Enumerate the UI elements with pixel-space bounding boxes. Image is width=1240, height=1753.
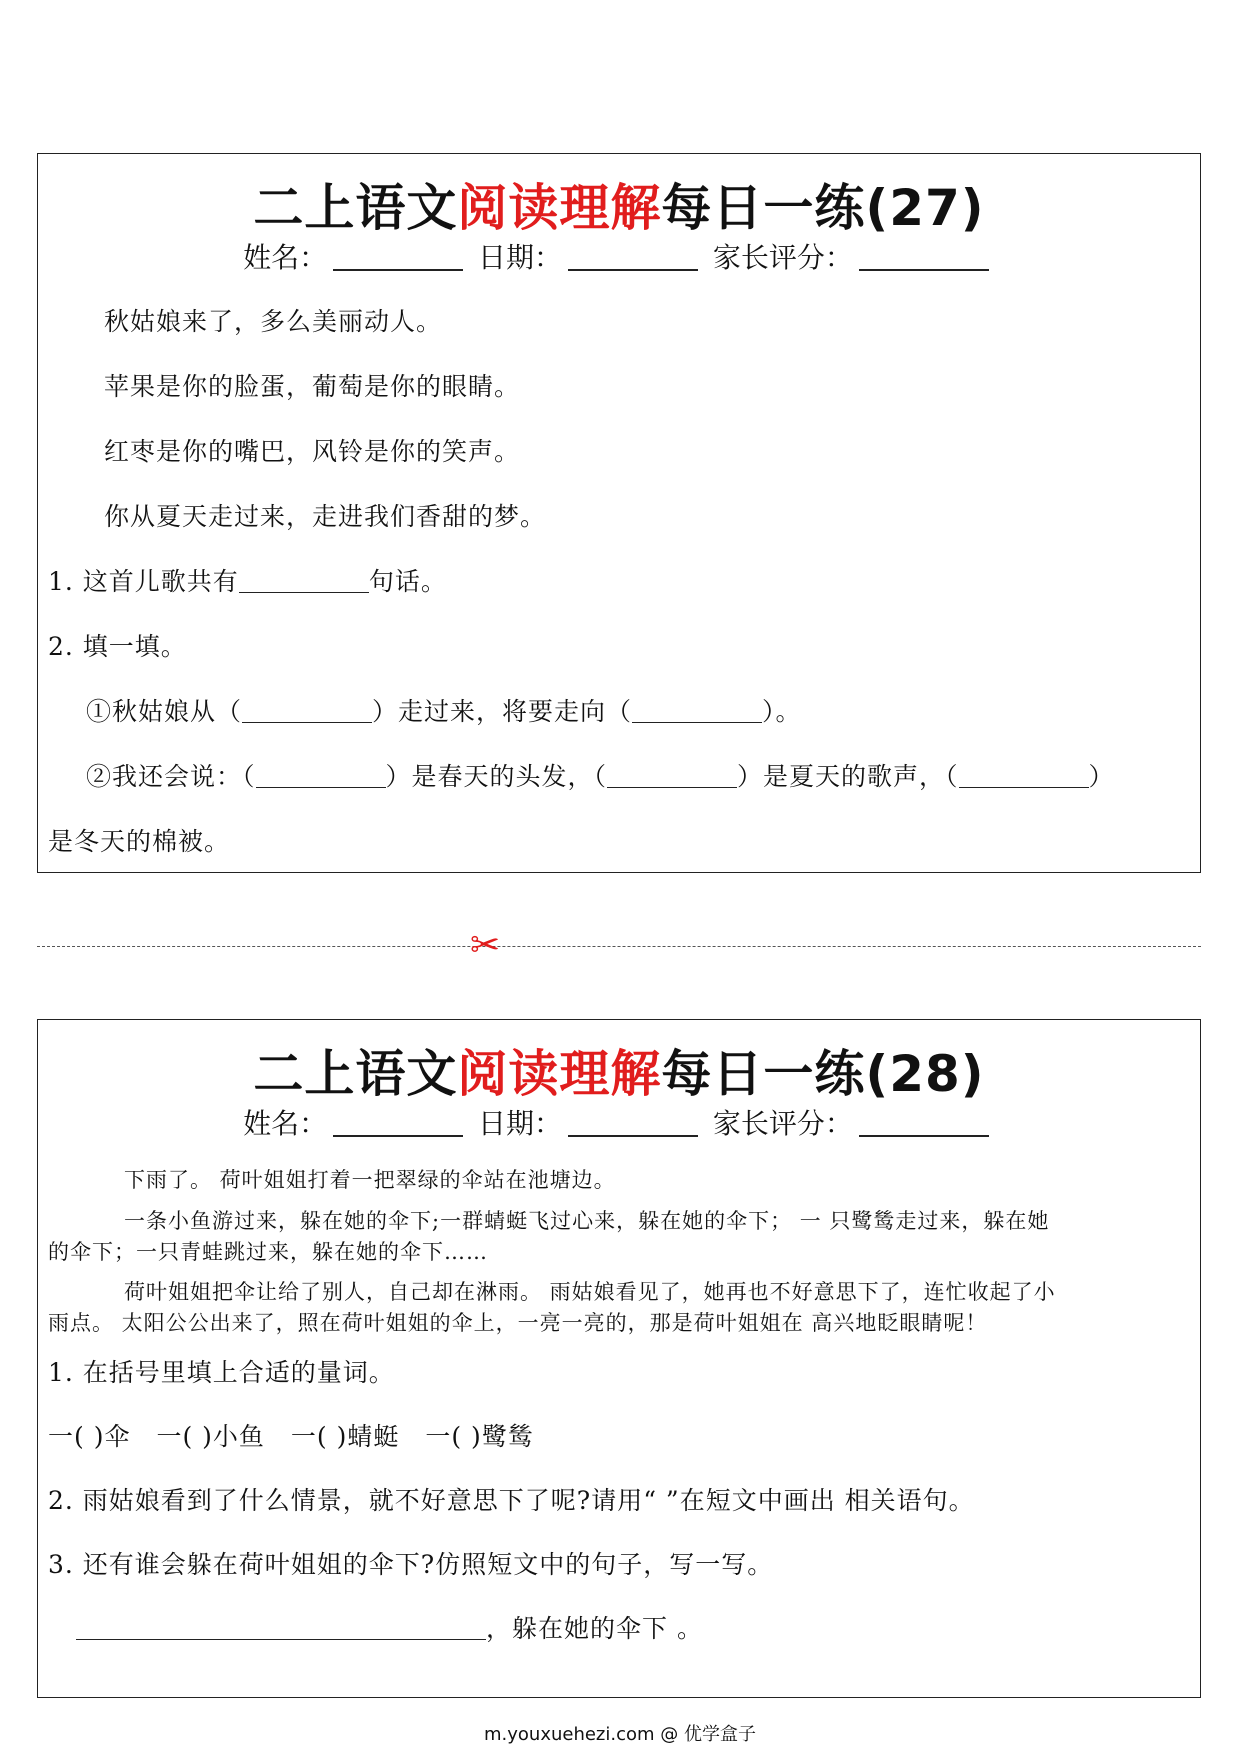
question-2: 2. 雨姑娘看到了什么情景，就不好意思下了呢?请用“ ”在短文中画出 相关语句。 [48,1486,975,1515]
student-info-row [38,1102,1200,1142]
answer-blank[interactable] [256,765,386,788]
title-prefix: 二上语文 [253,1045,458,1103]
score-label: 家长评分： [712,1107,853,1140]
worksheet-title [38,1034,1200,1106]
passage-paragraph: 下雨了。 荷叶姐姐打着一把翠绿的伞站在池塘边。 [124,1168,616,1192]
title-suffix: 每日一练(27) [661,179,985,237]
question-1: 1. 在括号里填上合适的量词。 [48,1358,395,1387]
date-field[interactable] [568,243,698,271]
title-highlight: 阅读理解 [457,1045,662,1103]
worksheet-card-27 [37,153,1201,873]
question-2: 2. 填一填。 [48,632,187,661]
answer-blank[interactable] [959,765,1089,788]
poem-line: 你从夏天走过来，走进我们香甜的梦。 [104,502,547,531]
title-suffix: 每日一练(28) [661,1045,985,1103]
name-label: 姓名： [243,241,328,274]
title-highlight: 阅读理解 [457,179,662,237]
scissors-icon: ✂ [470,925,501,966]
name-field[interactable] [333,1109,463,1137]
name-field[interactable] [333,243,463,271]
question-3-answer-row: ，躲在她的伞下 。 [76,1609,703,1645]
score-label: 家长评分： [712,241,853,274]
score-field[interactable] [859,1109,989,1137]
answer-blank[interactable] [242,700,372,723]
name-label: 姓名： [243,1107,328,1140]
worksheet-title [38,168,1200,240]
passage-paragraph: 一条小鱼游过来，躲在她的伞下;一群蜻蜓飞过心来，躲在她的伞下； 一 只鹭鸶走过来，躲在她 [124,1209,1050,1233]
question-2-item-2: ②我还会说：（ ）是春天的头发，（ ）是夏天的歌声，（ ） [86,762,1115,791]
footer-watermark: m.youxuehezi.com @ 优学盒子 [483,1724,756,1745]
date-field[interactable] [568,1109,698,1137]
passage-paragraph: 荷叶姐姐把伞让给了别人，自己却在淋雨。 雨姑娘看见了，她再也不好意思下了，连忙收起了小 [124,1280,1056,1304]
worksheet-card-28 [37,1019,1201,1698]
passage-paragraph-continued: 雨点。 太阳公公出来了，照在荷叶姐姐的伞上，一亮一亮的，那是荷叶姐姐在 高兴地眨眼睛呢！ [48,1311,988,1335]
question-3: 3. 还有谁会躲在荷叶姐姐的伞下?仿照短文中的句子，写一写。 [48,1550,774,1579]
answer-blank[interactable] [239,570,369,593]
passage-paragraph-continued: 的伞下；一只青蛙跳过来，躲在她的伞下…… [48,1240,488,1264]
question-1: 1. 这首儿歌共有 句话。 [48,567,447,596]
title-prefix: 二上语文 [253,179,458,237]
date-label: 日期： [477,241,562,274]
question-1-items: 一( )伞 一( )小鱼 一( )蜻蜓 一( )鹭鸶 [48,1422,534,1451]
question-2-item-1: ①秋姑娘从（ ）走过来，将要走向（ ）。 [86,697,802,726]
date-label: 日期： [477,1107,562,1140]
poem-line: 秋姑娘来了，多么美丽动人。 [104,307,443,336]
poem-line: 红枣是你的嘴巴，风铃是你的笑声。 [104,437,521,466]
answer-blank[interactable] [76,1617,486,1640]
poem-line: 苹果是你的脸蛋，葡萄是你的眼睛。 [104,372,521,401]
score-field[interactable] [859,243,989,271]
cut-line-divider [37,946,1201,947]
student-info-row [38,236,1200,276]
answer-blank[interactable] [607,765,737,788]
answer-blank[interactable] [632,700,762,723]
question-2-item-2-continued: 是冬天的棉被。 [48,827,231,856]
